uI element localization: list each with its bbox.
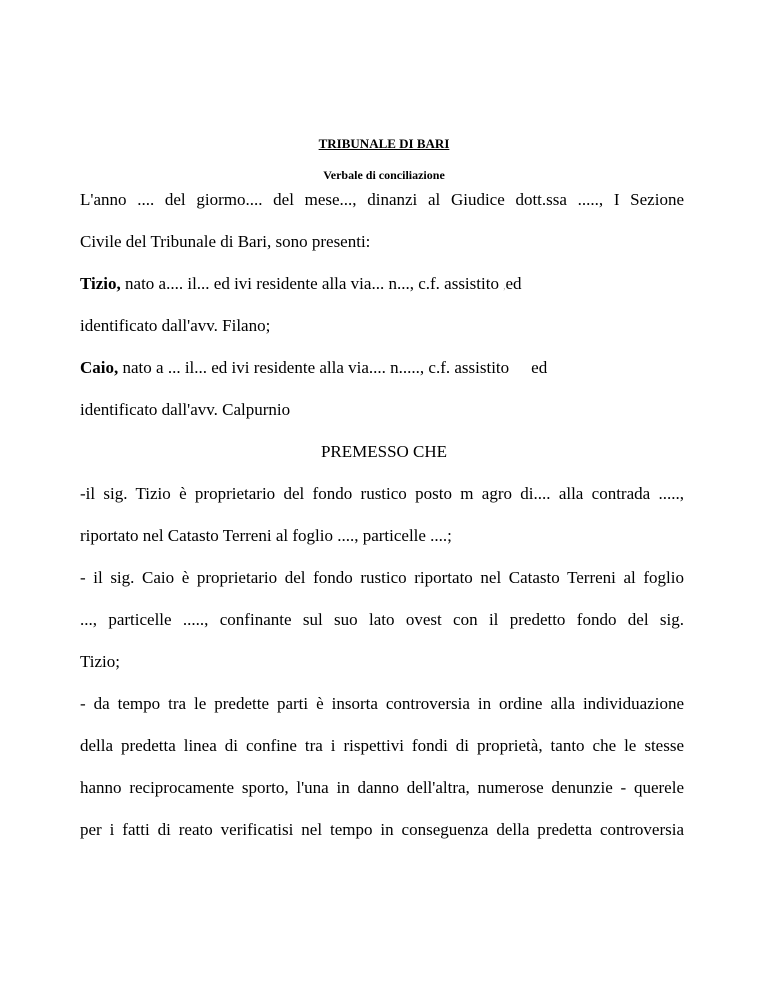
premise-3-line-4: per i fatti di reato verificatisi nel tempo in conseguenza della predetta controversia [80, 820, 684, 839]
section-heading: PREMESSO CHE [320, 442, 448, 461]
party-tizio-line-1 [80, 274, 684, 296]
party-caio-details: nato a ... il... ed ivi residente alla via.... n....., c.f. assistito [118, 358, 510, 377]
party-caio-line-1 [80, 358, 684, 378]
party-caio-line-2: identificato dall'avv. Calpurnio [80, 400, 291, 419]
party-caio-name: Caio, [80, 358, 119, 377]
premise-3-line-1: - da tempo tra le predette parti è insorta controversia in ordine alla individuazione [80, 694, 684, 713]
premise-3-line-3: hanno reciprocamente sporto, l'una in danno dell'altra, numerose denunzie - querele [80, 778, 684, 797]
court-title: TRIBUNALE DI BARI [318, 136, 450, 151]
premise-2-line-3: Tizio; [80, 652, 121, 671]
party-tizio-line-2: identificato dall'avv. Filano; [80, 316, 271, 335]
intro-line-1: L'anno .... del giormo.... del mese..., dinanzi al Giudice dott.ssa ....., I Sezione [80, 190, 684, 209]
party-tizio-mark: , [503, 281, 506, 291]
premise-3-line-2: della predetta linea di confine tra i rispettivi fondi di proprietà, tanto che le stesse [80, 736, 684, 755]
party-tizio-ed: ed [505, 274, 522, 293]
premise-1-line-1: -il sig. Tizio è proprietario del fondo rustico posto m agro di.... alla contrada ....., [80, 484, 684, 503]
party-tizio-details: nato a.... il... ed ivi residente alla via... n..., c.f. assistito [120, 274, 499, 293]
party-caio-ed: ed [531, 358, 548, 377]
premise-2-line-2: ..., particelle ....., confinante sul suo lato ovest con il predetto fondo del sig. [80, 610, 684, 629]
party-tizio-name: Tizio, [80, 274, 121, 293]
premise-2-line-1: - il sig. Caio è proprietario del fondo rustico riportato nel Catasto Terreni al foglio [80, 568, 684, 587]
premise-1-line-2: riportato nel Catasto Terreni al foglio ...., particelle ....; [80, 526, 452, 545]
intro-line-2: Civile del Tribunale di Bari, sono presenti: [80, 232, 371, 251]
document-subtitle: Verbale di conciliazione [323, 168, 445, 182]
